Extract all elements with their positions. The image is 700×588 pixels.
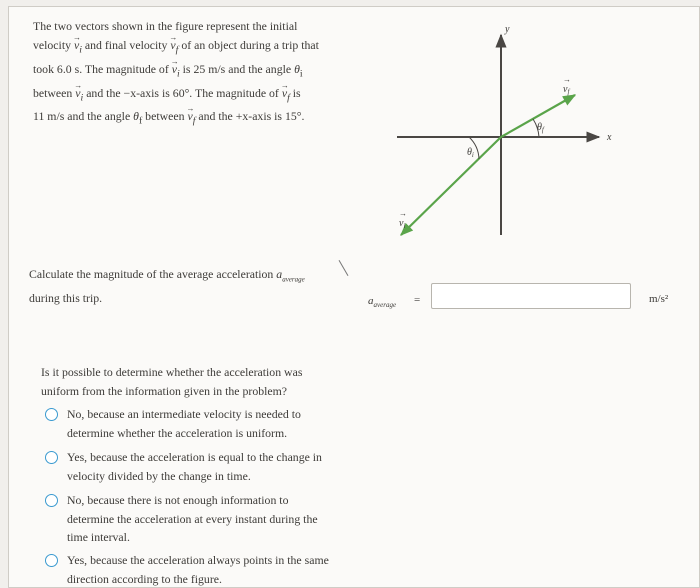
vf-label: $v_f$ bbox=[563, 84, 570, 96]
text-fragment: is bbox=[289, 85, 301, 100]
radio-button[interactable] bbox=[45, 451, 58, 464]
theta-symbol: θ bbox=[294, 61, 300, 76]
equals-sign: = bbox=[414, 294, 421, 306]
vector-letter: v bbox=[170, 37, 176, 52]
vector-letter: v bbox=[187, 109, 193, 124]
text-fragment: Calculate the magnitude of the average acceleration bbox=[29, 267, 277, 281]
radio-button[interactable] bbox=[45, 554, 58, 567]
theta-subscript: i bbox=[299, 67, 303, 79]
option-4[interactable] bbox=[45, 551, 345, 588]
problem-line-1: The two vectors shown in the figure represent the initial bbox=[33, 19, 298, 33]
option-label: Yes, because the acceleration is equal to the change in velocity divided by the change in time. bbox=[67, 450, 322, 483]
question-panel bbox=[8, 6, 700, 588]
theta-i-label: $\theta_i$ bbox=[467, 147, 474, 159]
text-fragment: and the −x-axis is 60°. The magnitude of bbox=[83, 85, 282, 100]
option-3[interactable] bbox=[45, 491, 345, 547]
a-subscript: average bbox=[282, 275, 305, 284]
option-1[interactable] bbox=[45, 405, 345, 442]
vector-subscript: f bbox=[287, 91, 290, 103]
theta-subscript: f bbox=[138, 115, 143, 127]
question-1-line-2: during this trip. bbox=[29, 290, 103, 305]
vector-vi-symbol bbox=[171, 61, 180, 79]
text-fragment: velocity bbox=[33, 37, 74, 52]
vi-label-arrow: → bbox=[399, 209, 407, 218]
theta-symbol: θ bbox=[133, 109, 139, 124]
vector-vf-symbol bbox=[187, 109, 196, 127]
x-axis-label: x bbox=[607, 132, 612, 143]
option-label: No, because an intermediate velocity is needed to determine whether the acceleration is uniform. bbox=[67, 407, 301, 440]
text-fragment: 11 m/s and the angle bbox=[33, 109, 134, 124]
unit-label: m/s² bbox=[649, 293, 669, 305]
problem-line-5 bbox=[33, 107, 351, 131]
answer-label bbox=[368, 295, 396, 309]
text-fragment: and the +x-axis is 15°. bbox=[195, 109, 305, 124]
vector-subscript: i bbox=[79, 43, 82, 55]
answer-symbol: a bbox=[368, 295, 374, 307]
vi-label: $v_i$ bbox=[399, 218, 406, 230]
question-2 bbox=[41, 363, 341, 400]
vector-vi-symbol bbox=[75, 85, 84, 103]
question-1 bbox=[29, 265, 349, 308]
acceleration-answer-input[interactable] bbox=[431, 283, 631, 309]
vector-subscript: f bbox=[175, 43, 179, 55]
vector-subscript: i bbox=[176, 67, 180, 79]
option-label: No, because there is not enough information to determine the acceleration at every instant during the time interval. bbox=[67, 493, 318, 545]
radio-button[interactable] bbox=[45, 494, 58, 507]
radio-button[interactable] bbox=[45, 408, 58, 421]
text-fragment: between bbox=[33, 85, 76, 100]
text-fragment: is 25 m/s and the angle bbox=[179, 61, 295, 76]
vector-vi-arrow bbox=[401, 137, 501, 235]
vector-vf-symbol bbox=[170, 37, 179, 55]
vector-letter: v bbox=[75, 85, 81, 100]
text-fragment: and final velocity bbox=[81, 37, 171, 52]
question-2-line-2: uniform from the information given in the problem? bbox=[41, 383, 288, 398]
y-axis-label: y bbox=[505, 24, 510, 35]
question-2-line-1: Is it possible to determine whether the acceleration was bbox=[41, 365, 303, 379]
vector-vf-symbol bbox=[281, 85, 290, 103]
vector-diagram bbox=[391, 15, 631, 245]
problem-line-2 bbox=[33, 36, 351, 60]
text-fragment: of an object during a trip that bbox=[178, 37, 319, 52]
vector-letter: v bbox=[171, 61, 177, 76]
text-fragment: between bbox=[142, 109, 188, 124]
vector-letter: v bbox=[281, 85, 288, 100]
vector-vi-symbol bbox=[73, 37, 82, 55]
vector-subscript: f bbox=[192, 115, 196, 127]
vf-label-arrow: → bbox=[563, 75, 571, 84]
vector-subscript: i bbox=[80, 91, 84, 103]
vector-letter: v bbox=[73, 37, 80, 52]
option-2[interactable] bbox=[45, 448, 345, 485]
theta-f-label: $\theta_f$ bbox=[537, 122, 544, 134]
a-symbol: a bbox=[276, 267, 283, 281]
problem-statement bbox=[33, 17, 351, 131]
option-label: Yes, because the acceleration always points in the same direction according to the figure. bbox=[67, 553, 329, 586]
answer-subscript: average bbox=[373, 301, 397, 310]
text-fragment: took 6.0 s. The magnitude of bbox=[33, 61, 172, 76]
question-1-line-1 bbox=[29, 265, 349, 289]
